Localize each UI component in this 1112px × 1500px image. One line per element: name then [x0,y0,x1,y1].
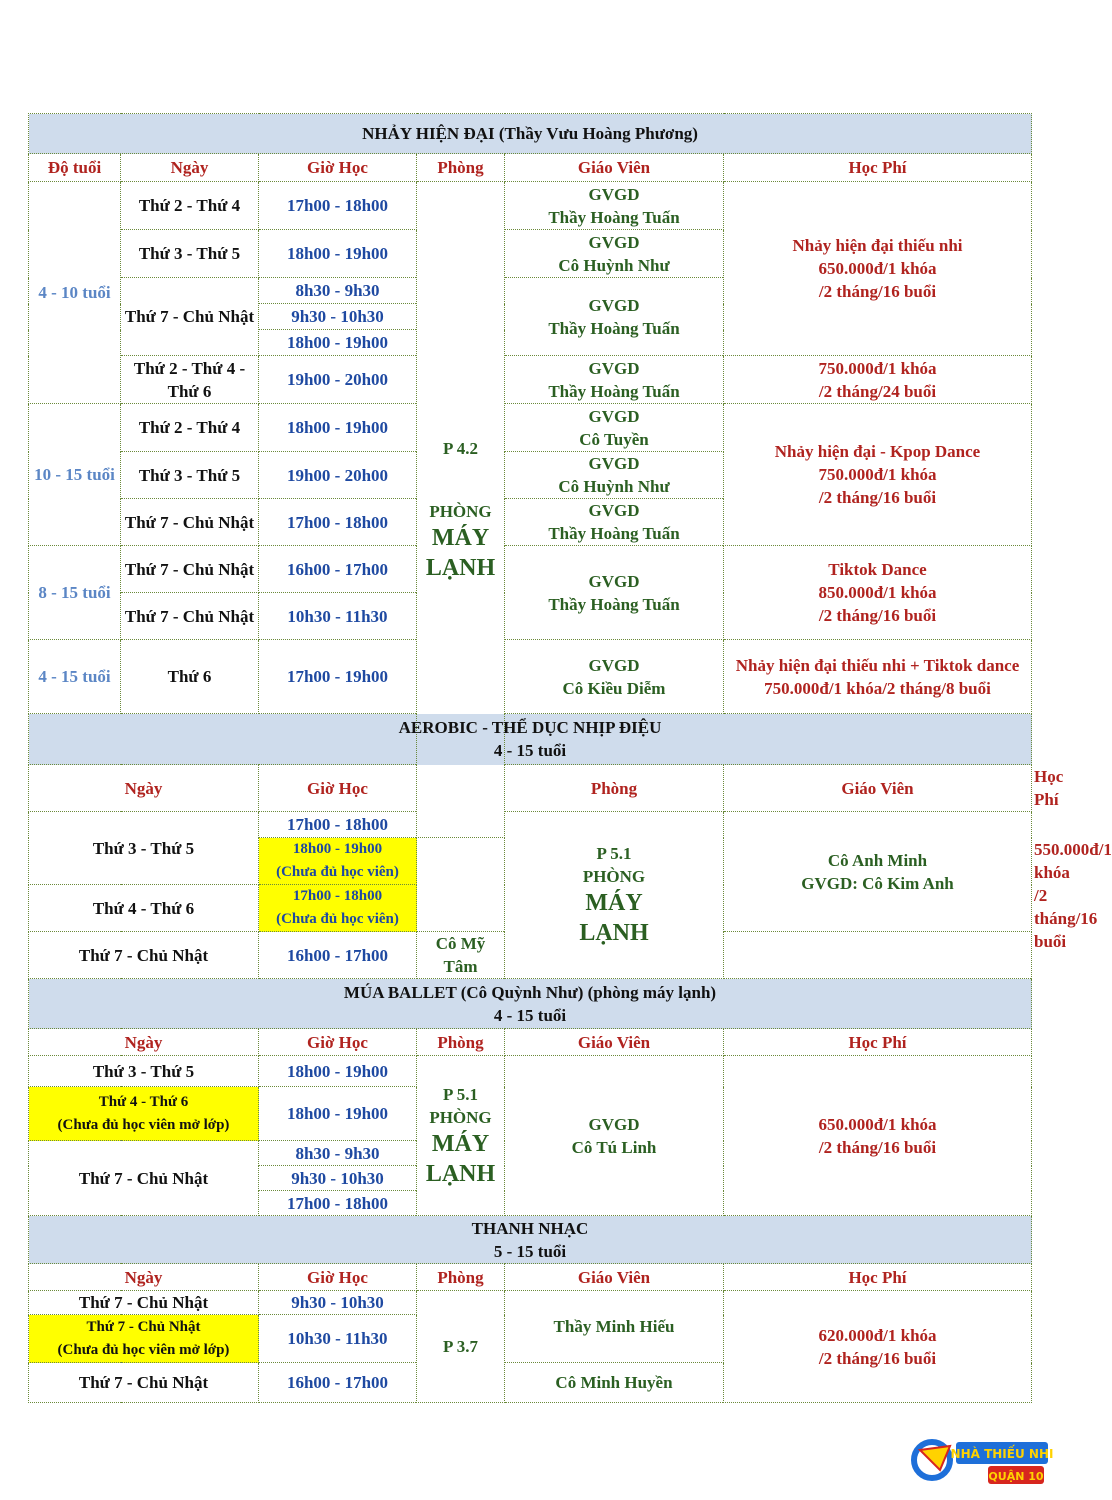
teacher-role: GVGD [588,295,640,315]
fee-cell [724,1291,1032,1403]
fee-line: /2 tháng/16 buổi [818,1137,937,1157]
teacher-role: GVGD [588,454,640,473]
fee-line: /2 tháng/16 buổi [818,488,937,507]
section-title: THANH NHẠC [471,1218,589,1238]
teacher-name: Cô Kiều Diễm [562,678,666,698]
schedule-table: NHẢY HIỆN ĐẠI (Thầy Vưu Hoàng Phương) Độ tuổi Ngày Giờ Học Phòng Giáo Viên Học Phí 4 - 10 tuổi Thứ 2 - Thứ 4 17h00 - 18h00 P 4.2 PHÒNG MÁY LẠNH GVGD Thầy Hoàng Tuấn Nhảy hiện đại thiếu nhi 650.000đ/1 khóa /2 tháng/16 buổi Thứ 3 - Thứ 5 18h00 - 19h00 GVGD Cô Huỳnh Như Thứ 7 - Chủ Nhật 8h30 - 9h30 GVGD Thầy Hoàng Tuấn 9h30 - 10h30 18h00 - 19h00 Thứ 2 - Thứ 4 - Thứ 6 19h00 - 20h00 GVGD Thầy Hoàng Tuấn 750.000đ/1 khóa /2 tháng/24 buổi 10 - 15 tuổi Thứ 2 - Thứ 4 18h00 - 19h00 GVGD Cô Tuyền Nhảy hiện đại - Kpop Dance 750.000đ/1 khóa /2 tháng/16 buổi Thứ 3 - Thứ 5 19h00 - 20h00 GVGD Cô Huỳnh Như Thứ 7 - Chủ Nhật 17h00 - 18h00 GVGD Thầy Hoàng Tuấn 8 - 15 tuổi Thứ 7 - Chủ Nhật 16h00 - 17h00 GVGD Thầy Hoàng Tuấn Tiktok Dance 850.000đ/1 khóa /2 tháng/16 buổi Thứ 7 - Chủ Nhật 10h30 - 11h30 4 - 15 tuổi Thứ 6 17h00 - 19h00 GVGD Cô Kiều Diễm Nhảy hiện đại thiếu nhi + Tiktok dance 750.000đ/1 khóa/2 tháng/8 buổi AEROBIC - THỂ DỤC NHỊP ĐIỆU 4 - 15 tuổi Ngày Giờ Học Phòng Giáo Viên Học Phí Thứ 3 - Thứ 5 17h00 - 18h00 P 5.1 PHÒNG MÁY LẠNH Cô Anh Minh GVGD: Cô Kim Anh 550.000đ/1 khóa /2 tháng/16 buổi 18h00 - 19h00 (Chưa đủ học viên) Thứ 4 - Thứ 6 17h00 - 18h00 (Chưa đủ học viên) Thứ 7 - Chủ Nhật 16h00 - 17h00 Cô Mỹ Tâm MÚA BALLET (Cô Quỳnh Như) (phòng máy lạnh) 4 - 15 tuổi Ngày Giờ Học Phòng Giáo Viên Học Phí Thứ 3 - Thứ 5 18h00 - 19h00 P 5.1 PHÒNG MÁY LẠNH GVGD Cô Tú Linh 650.000đ/1 khóa /2 tháng/16 buổi Thứ 4 - Thứ 6 (Chưa đủ học viên mở lớp) 18h00 - 19h00 Thứ 7 - Chủ Nhật 8h30 - 9h30 9h30 - 10h30 17h00 - 18h00 THANH NHẠC 5 - 15 tuổi Ngày Giờ Học Phòng Giáo Viên Học Phí Thứ 7 - Chủ Nhật 9h30 - 10h30 P 3.7 Thầy Minh Hiếu 620.000đ/1 khóa /2 tháng/16 buổi Thứ 7 - Chủ Nhật (Chưa đủ học viên mở lớp) 10h30 - 11h30 Thứ 7 - Chủ Nhật 16h00 - 17h00 Cô Minh Huyền [28,113,1032,1403]
room-label: PHÒNG [582,867,646,886]
section-title: MÚA BALLET (Cô Quỳnh Như) (phòng máy lạnh) [343,982,717,1002]
room-label: LẠNH [425,1160,496,1187]
fee-line: 750.000đ/1 khóa/2 tháng/8 buổi [764,678,991,698]
header-room: Phòng [417,1264,505,1291]
section-ages: 4 - 15 tuổi [493,741,567,760]
header-time: Giờ Học [259,765,417,812]
time-value: 17h00 - 18h00 [292,888,383,904]
day-cell: Thứ 7 - Chủ Nhật [29,1363,259,1403]
time-cell: 9h30 - 10h30 [259,304,417,330]
header-room: Phòng [505,765,724,812]
fee-cell [724,182,1032,356]
header-age: Độ tuổi [29,154,121,182]
header-teacher: Giáo Viên [724,765,1032,812]
header-fee: Học Phí [724,1029,1032,1056]
room-label: LẠNH [425,554,496,581]
logo-mark-icon [920,1446,950,1470]
teacher-role: GVGD [588,1114,640,1134]
teacher-role: GVGD [588,655,640,675]
header-teacher: Giáo Viên [505,1029,724,1056]
teacher-cell [505,499,724,546]
day-value: Thứ 7 - Chủ Nhật [86,1318,201,1335]
room-label: PHÒNG [429,1107,492,1127]
fee-line: 750.000đ/1 khóa [818,465,937,484]
time-cell: 17h00 - 18h00 [259,1191,417,1216]
teacher-name: Cô Tú Linh [571,1137,657,1157]
fee-cell [724,546,1032,640]
teacher-name: Cô Anh Minh [827,850,928,870]
section-ages: 5 - 15 tuổi [493,1241,567,1261]
time-cell: 17h00 - 18h00 [259,182,417,230]
day-cell: Thứ 2 - Thứ 4 [121,182,259,230]
teacher-cell [505,230,724,278]
header-room: Phòng [417,1029,505,1056]
teacher-role: GVGD [588,184,640,204]
teacher-name: Thầy Hoàng Tuấn [548,381,680,401]
header-teacher: Giáo Viên [505,1264,724,1291]
age-cell: 4 - 10 tuổi [29,182,121,404]
fee-cell [724,356,1032,404]
time-value: 18h00 - 19h00 [292,841,383,857]
day-cell: Thứ 7 - Chủ Nhật [29,1141,259,1216]
header-day: Ngày [29,765,259,812]
fee-line: /2 tháng/16 buổi [818,1348,937,1368]
room-label: LẠNH [579,920,649,946]
teacher-role: GVGD [588,571,640,591]
teacher-name: Thầy Hoàng Tuấn [548,318,680,338]
header-fee: Học Phí [724,1264,1032,1291]
teacher-role: GVGD [588,501,640,520]
day-value: Thứ 4 - Thứ 6 [98,1093,189,1110]
fee-line: 850.000đ/1 khóa [818,583,937,602]
room-cell: P 3.7 [417,1291,505,1403]
day-cell: Thứ 3 - Thứ 5 [29,1056,259,1087]
fee-cell [724,1056,1032,1216]
time-cell: 8h30 - 9h30 [259,1141,417,1166]
logo-text-main: NHÀ THIẾU NHI [950,1447,1054,1461]
room-cell [505,812,724,979]
time-cell: 18h00 - 19h00 [259,404,417,452]
time-cell: 10h30 - 11h30 [259,593,417,640]
nha-thieu-nhi-logo [910,1428,1054,1492]
header-day: Ngày [29,1029,259,1056]
day-cell: Thứ 4 - Thứ 6 [29,885,259,932]
header-room: Phòng [417,154,505,182]
teacher-name: Thầy Hoàng Tuấn [548,207,680,227]
teacher-name: Cô Huỳnh Như [558,477,670,496]
teacher-cell: Cô Mỹ Tâm [417,932,505,979]
teacher-name: Thầy Hoàng Tuấn [548,594,680,614]
teacher-cell [505,182,724,230]
teacher-name: GVGD: Cô Kim Anh [801,873,954,893]
header-fee: Học Phí [724,154,1032,182]
logo-text-sub: QUẬN 10 [988,1470,1044,1483]
teacher-cell [505,452,724,499]
teacher-role: GVGD [588,232,640,252]
day-cell: Thứ 6 [121,640,259,714]
header-day: Ngày [121,154,259,182]
room-cell [417,1056,505,1216]
time-cell: 9h30 - 10h30 [259,1166,417,1191]
teacher-role: GVGD [588,358,640,378]
age-cell: 8 - 15 tuổi [29,546,121,640]
section-ages: 4 - 15 tuổi [493,1005,567,1025]
day-cell: Thứ 3 - Thứ 5 [121,230,259,278]
day-cell: Thứ 7 - Chủ Nhật [29,1291,259,1315]
fee-line: /2 tháng/16 buổi [818,282,937,301]
day-cell: Thứ 7 - Chủ Nhật [121,278,259,356]
teacher-name: Cô Huỳnh Như [558,255,670,275]
room-code: P 4.2 [443,438,478,458]
time-cell: 17h00 - 19h00 [259,640,417,714]
time-cell: 18h00 - 19h00 [259,230,417,278]
fee-cell [724,640,1032,714]
time-cell: 17h00 - 18h00 [259,812,417,838]
room-code: P 5.1 [443,1084,478,1104]
fee-line: Nhảy hiện đại thiếu nhi [792,236,963,255]
time-cell: 16h00 - 17h00 [259,1363,417,1403]
fee-line: 750.000đ/1 khóa [818,358,937,378]
room-label: PHÒNG [429,501,492,521]
time-cell: 19h00 - 20h00 [259,356,417,404]
room-label: MÁY [585,890,643,916]
teacher-cell [505,356,724,404]
teacher-cell [505,640,724,714]
fee-line: 620.000đ/1 khóa [818,1325,937,1345]
section-title: AEROBIC - THỂ DỤC NHỊP ĐIỆU [398,718,662,737]
age-cell: 10 - 15 tuổi [29,404,121,546]
day-cell-pending [29,1087,259,1141]
fee-cell [724,404,1032,546]
time-cell-pending [259,838,417,885]
header-time: Giờ Học [259,1029,417,1056]
pending-note: (Chưa đủ học viên mở lớp) [57,1116,230,1133]
fee-line: 650.000đ/1 khóa [818,259,937,278]
fee-line: Nhảy hiện đại thiếu nhi + Tiktok dance [735,655,1020,675]
day-cell-pending [29,1315,259,1363]
day-cell: Thứ 7 - Chủ Nhật [29,932,259,979]
time-cell: 19h00 - 20h00 [259,452,417,499]
teacher-cell [505,404,724,452]
age-cell: 4 - 15 tuổi [29,640,121,714]
time-cell: 18h00 - 19h00 [259,1087,417,1141]
day-cell: Thứ 7 - Chủ Nhật [121,546,259,593]
teacher-cell [724,812,1032,932]
header-teacher: Giáo Viên [505,154,724,182]
room-label: MÁY [431,524,490,551]
room-code: P 5.1 [596,844,632,863]
time-cell: 16h00 - 17h00 [259,546,417,593]
teacher-name: Cô Tuyền [579,429,649,449]
fee-line: 650.000đ/1 khóa [818,1114,937,1134]
time-cell-pending [259,885,417,932]
teacher-cell: Cô Minh Huyền [505,1363,724,1403]
pending-note: (Chưa đủ học viên) [276,911,399,927]
section-title-vocal [29,1216,1032,1264]
teacher-cell [505,546,724,640]
pending-note: (Chưa đủ học viên) [276,864,399,880]
day-cell: Thứ 3 - Thứ 5 [121,452,259,499]
room-label: MÁY [431,1130,490,1157]
time-cell: 9h30 - 10h30 [259,1291,417,1315]
teacher-name: Thầy Hoàng Tuấn [548,524,680,543]
day-cell: Thứ 2 - Thứ 4 - Thứ 6 [121,356,259,404]
section-title-hiphop: NHẢY HIỆN ĐẠI (Thầy Vưu Hoàng Phương) [29,114,1032,154]
teacher-cell: Thầy Minh Hiếu [505,1291,724,1363]
teacher-cell [505,1056,724,1216]
fee-line: Nhảy hiện đại - Kpop Dance [774,442,981,461]
fee-line: Tiktok Dance [828,560,927,579]
teacher-role: GVGD [588,406,640,426]
time-cell: 17h00 - 18h00 [259,499,417,546]
header-time: Giờ Học [259,1264,417,1291]
day-cell: Thứ 7 - Chủ Nhật [121,499,259,546]
day-cell: Thứ 2 - Thứ 4 [121,404,259,452]
section-title-aerobic [29,714,1032,765]
section-title-ballet [29,979,1032,1029]
teacher-cell [505,278,724,356]
pending-note: (Chưa đủ học viên mở lớp) [57,1341,230,1358]
day-cell: Thứ 7 - Chủ Nhật [121,593,259,640]
time-cell: 18h00 - 19h00 [259,330,417,356]
time-cell: 18h00 - 19h00 [259,1056,417,1087]
header-time: Giờ Học [259,154,417,182]
time-cell: 8h30 - 9h30 [259,278,417,304]
header-day: Ngày [29,1264,259,1291]
fee-line: /2 tháng/24 buổi [818,381,937,401]
day-cell: Thứ 3 - Thứ 5 [29,812,259,885]
time-cell: 10h30 - 11h30 [259,1315,417,1363]
fee-line: /2 tháng/16 buổi [818,606,937,625]
time-cell: 16h00 - 17h00 [259,932,417,979]
